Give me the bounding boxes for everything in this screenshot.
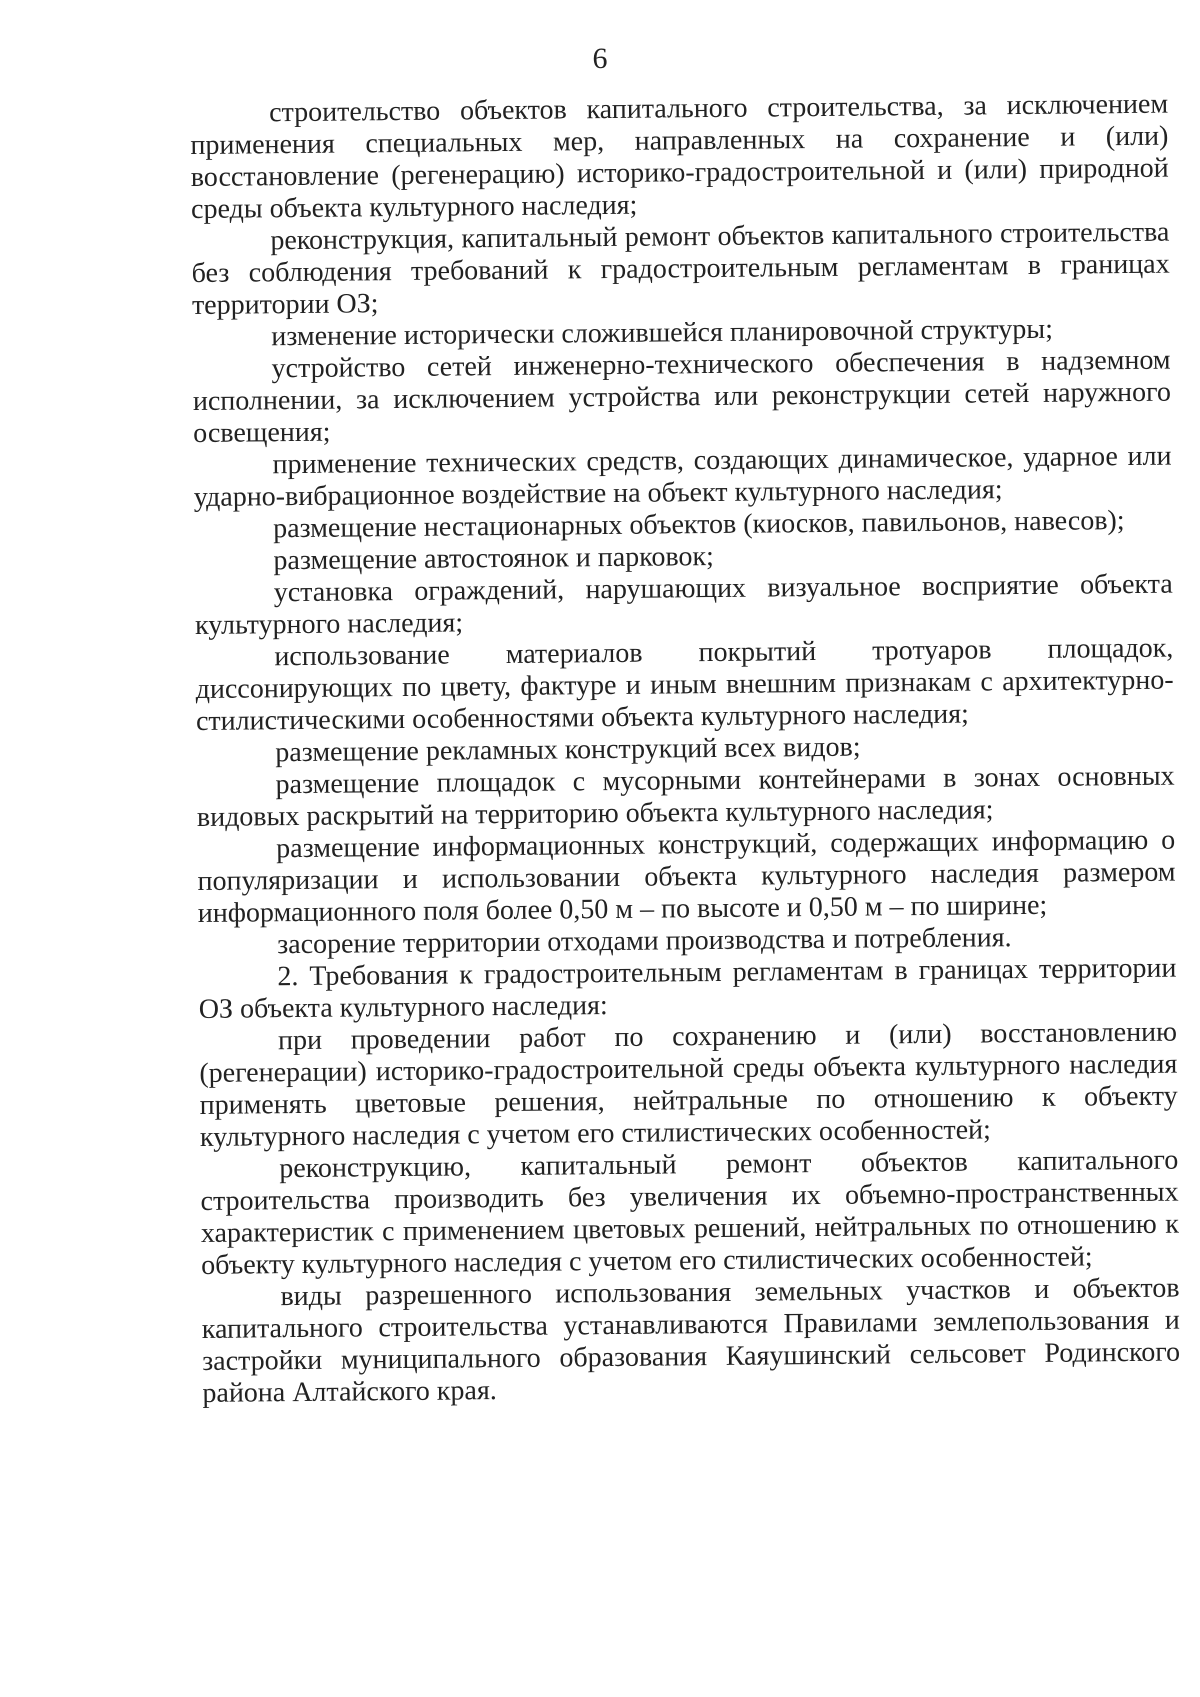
paragraph: устройство сетей инженерно-технического обеспечения в надземном исполнении, за исключением устройства или реконструкции сетей наружного освещения; [192, 344, 1172, 449]
paragraph: применение технических средств, создающих динамическое, ударное или ударно-вибрационное воздействие на объект культурного наследия; [193, 440, 1172, 513]
page-number: 6 [592, 42, 608, 75]
paragraph: размещение площадок с мусорными контейнерами в зонах основных видовых раскрытий на территорию объекта культурного наследия; [196, 760, 1175, 833]
paragraph: засорение территории отходами производства и потребления. [276, 922, 1012, 961]
paragraph: использование материалов покрытий тротуаров площадок, диссонирующих по цвету, фактуре и иным внешним признакам с архитектурно-стилистическими особенностями объекта культурного наследия; [195, 632, 1174, 737]
paragraph: реконструкция, капитальный ремонт объектов капитального строительства без соблюдения требований к градостроительным регламентам в границах территории ОЗ; [191, 216, 1170, 321]
paragraph: изменение исторически сложившейся планировочной структуры; [271, 313, 1054, 353]
paragraph: при проведении работ по сохранению и (или) восстановлению (регенерации) историко-градостроительной среды объекта культурного наследия применять цветовые решения, нейтральные по отношению к объекту культурного наследия с учетом его стилистических особенностей; [199, 1016, 1178, 1153]
paragraph: строительство объектов капитального строительства, за исключением применения специальных мер, направленных на сохранение и (или) восстановление (регенерацию) историко-градостроительной и (или) природной среды объекта культурного наследия; [190, 88, 1169, 225]
paragraph: реконструкцию, капитальный ремонт объектов капитального строительства производить без увеличения их объемно-пространственных характеристик с применением цветовых решений, нейтральных по отношению к объекту культурного наследия с учетом его стилистических особенностей; [200, 1144, 1180, 1281]
paragraph: установка ограждений, нарушающих визуальное восприятие объекта культурного наследия; [194, 568, 1173, 641]
paragraph: размещение рекламных конструкций всех видов; [275, 731, 861, 769]
paragraph: размещение информационных конструкций, содержащих информацию о популяризации и использовании объекта культурного наследия размером информационного поля более 0,50 м – по высоте и 0,50 м – по ширине; [197, 824, 1176, 929]
paragraph: размещение нестационарных объектов (киосков, павильонов, навесов); [272, 505, 1125, 545]
section-heading-paragraph: 2. Требования к градостроительным регламентам в границах территории ОЗ объекта культурного наследия: [198, 952, 1177, 1025]
document-body [190, 89, 1181, 1410]
paragraph: размещение автостоянок и парковок; [273, 540, 714, 577]
paragraph: виды разрешенного использования земельных участков и объектов капитального строительства устанавливаются Правилами землепользования и застройки муниципального образования Каяушинский сельсовет Родинского района Алтайского края. [201, 1272, 1181, 1409]
